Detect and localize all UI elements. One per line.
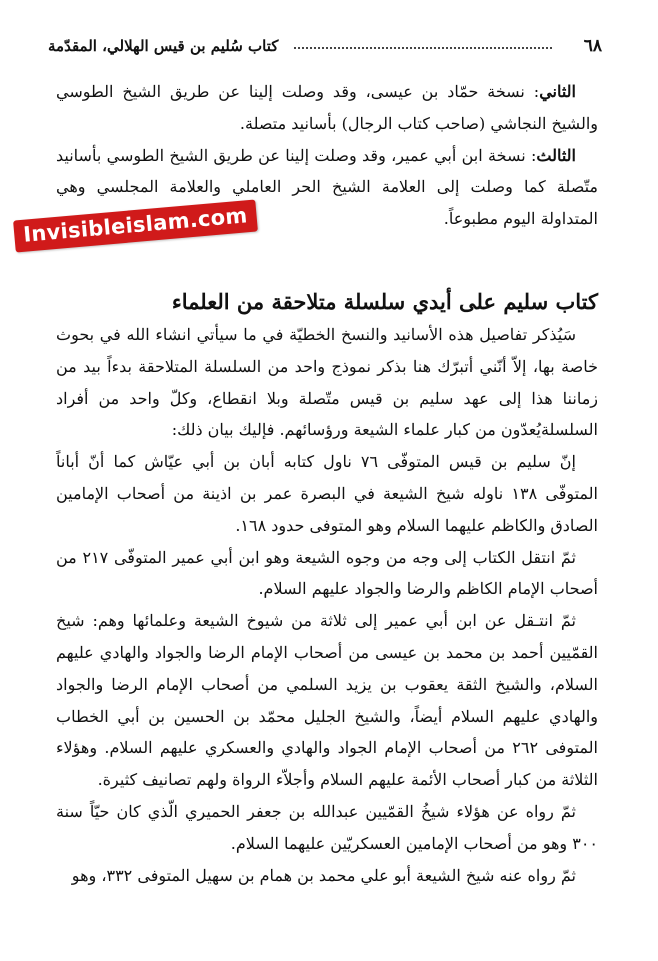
section-heading: كتاب سليم على أيدي سلسلة متلاحقة من العلماء [171,288,598,314]
paragraph: سَيُذكر تفاصيل هذه الأسانيد والنسخ الخطيّة في ما سيأتي انشاء الله في بحوث خاصة بها، إلاّ أنّني أتبرّك هنا بذكر نموذج واحد من السلسلة المتلاحقة بدءاً بيد من زماننا هذا إلى عهد سليم بن قيس متّصلة وبلا انقطاع، وكلّ واحد من أفراد السلسلةيُعدّون من كبار علماء الشيعة ورؤسائهم. فإليك بيان ذلك: [56,324,598,440]
paragraph-label: الثاني [539,82,576,101]
paragraph: إنّ سليم بن قيس المتوفّى ٧٦ ناول كتابه أبان بن أبي عيّاش كما أنّ أباناً المتوفّى ١٣٨ ناوله شيخ الشيعة في البصرة عمر بن اذينة من أصحاب الإمامين الصادق والكاظم عليهما السلام وهو المتوفى حدود ١٦٨. [56,452,599,535]
paragraph: ثمّ رواه عن هؤلاء شيخُ القمّيين عبدالله بن جعفر الحميري الّذي كان حيّاً سنة ٣٠٠ وهو من أصحاب الإمامين العسكريّين عليهما السلام. [56,801,598,853]
running-title: كتاب سُليم بن قيس الهلالي، المقدّمة [48,37,279,55]
paragraph-third-copy [56,140,598,235]
page-body [56,76,598,891]
paragraph-label: الثالث [536,145,576,165]
page-header [48,34,602,58]
watermark-logo: Invisibleislam.com [13,199,258,252]
paragraph-text: : نسخة ابن أبي عمير، وقد وصلت إلينا عن طريق الشيخ الطوسي بأسانيد متّصلة كما وصلت إلى العلامة الشيخ الحر العاملي والعلامة المجلسي وهي المتداولة اليوم مطبوعاً. [56,145,598,229]
page-number: ٦٨ [583,36,602,56]
paragraph: ثمّ انتـقل عن ابن أبي عمير إلى ثلاثة من شيوخ الشيعة وعلمائها وهم: شيخ القمّيين أحمد بن محمد بن عيسى من أصحاب الإمام الرضا والجواد والهادي عليهم السلام، والشيخ الثقة يعقوب بن يزيد السلمي من أصحاب الإمام الرضا والجواد والهادي عليهم السلام أيضاً، والشيخ الجليل محمّد بن الحسين بن أبي الخطاب المتوفى ٢٦٢ من أصحاب الإمام الجواد والهادي والعسكري عليهم السلام. وهؤلاء الثلاثة من كبار أصحاب الأئمة عليهم السلام وأجلاّء الرواة ولهم تصانيف كثيرة. [56,611,598,790]
header-dotted-leader [294,47,551,49]
paragraph-second-copy [56,76,598,140]
paragraph-text: : نسخة حمّاد بن عيسى، وقد وصلت إلينا عن طريق الشيخ الطوسي والشيخ النجاشي (صاحب كتاب الرجال) بأسانيد متصلة. [56,82,598,133]
section-gap [56,235,598,275]
paragraph: ثمّ انتقل الكتاب إلى وجه من وجوه الشيعة وهو ابن أبي عمير المتوفّى ٢١٧ من أصحاب الإمام الكاظم والرضا والجواد عليهم السلام. [56,547,598,599]
paragraph: ثمّ رواه عنه شيخ الشيعة أبو علي محمد بن همام بن سهيل المتوفى ٣٣٢، وهو [71,865,576,885]
